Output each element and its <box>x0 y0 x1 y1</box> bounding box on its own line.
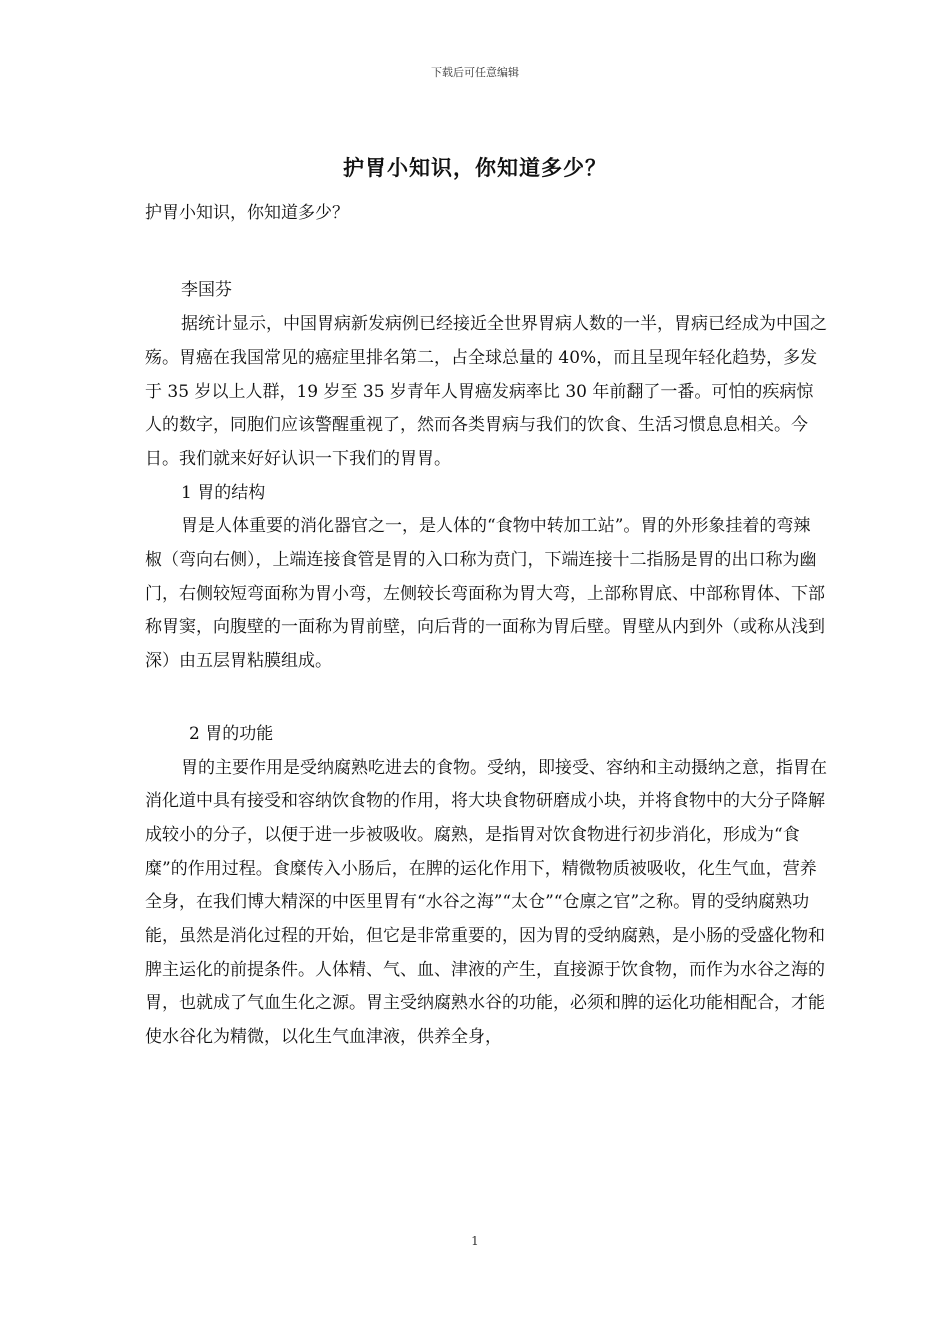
section1-heading: 1 胃的结构 <box>181 482 266 503</box>
blank-line <box>145 231 827 265</box>
section1-paragraph: 胃是人体重要的消化器官之一，是人体的“食物中转加工站”。胃的外形象挂着的弯辣椒（弯向右侧），上端连接食管是胃的入口称为贲门，下端连接十二指肠是胃的出口称为幽门，右侧较短弯面称为胃小弯，左侧较长弯面称为胃大弯，上部称胃底、中部称胃体、下部称胃窦，向腹壁的一面称为胃前壁，向后背的一面称为胃后壁。胃壁从内到外（或称从浅到深）由五层胃粘膜组成。 <box>145 516 825 672</box>
page-number: 1 <box>471 1234 479 1248</box>
header-note: 下载后可任意编辑 <box>431 66 519 79</box>
author-name: 李国芬 <box>181 280 232 301</box>
document-body <box>145 197 827 1055</box>
intro-paragraph: 据统计显示，中国胃病新发病例已经接近全世界胃病人数的一半，胃病已经成为中国之殇。胃癌在我国常见的癌症里排名第二，占全球总量的 40%，而且呈现年轻化趋势，多发于 35 岁以上人群，19 岁至 35 岁青年人胃癌发病率比 30 年前翻了一番。可怕的疾病惊人的数字，同胞们应该警醒重视了，然而各类胃病与我们的饮食、生活习惯息息相关。今日。我们就来好好认识一下我们的胃胃。 <box>145 314 827 469</box>
section2-paragraph: 胃的主要作用是受纳腐熟吃进去的食物。受纳，即接受、容纳和主动摄纳之意，指胃在消化道中具有接受和容纳饮食物的作用，将大块食物研磨成小块，并将食物中的大分子降解成较小的分子，以便于进一步被吸收。腐熟，是指胃对饮食物进行初步消化，形成为“食糜”的作用过程。食糜传入小肠后，在脾的运化作用下，精微物质被吸收，化生气血，营养全身，在我们博大精深的中医里胃有“水谷之海”“太仓”“仓廪之官”之称。胃的受纳腐熟功能，虽然是消化过程的开始，但它是非常重要的，因为胃的受纳腐熟，是小肠的受盛化物和脾主运化的前提条件。人体精、气、血、津液的产生，直接源于饮食物，而作为水谷之海的胃，也就成了气血生化之源。胃主受纳腐熟水谷的功能，必须和脾的运化功能相配合，才能使水谷化为精微，以化生气血津液，供养全身， <box>145 757 827 1048</box>
document-title: 护胃小知识，你知道多少？ <box>343 155 607 180</box>
section2-heading: 2 胃的功能 <box>189 723 274 744</box>
spacer <box>145 264 827 274</box>
blank-line <box>145 679 827 718</box>
document-subtitle: 护胃小知识，你知道多少？ <box>145 203 349 223</box>
